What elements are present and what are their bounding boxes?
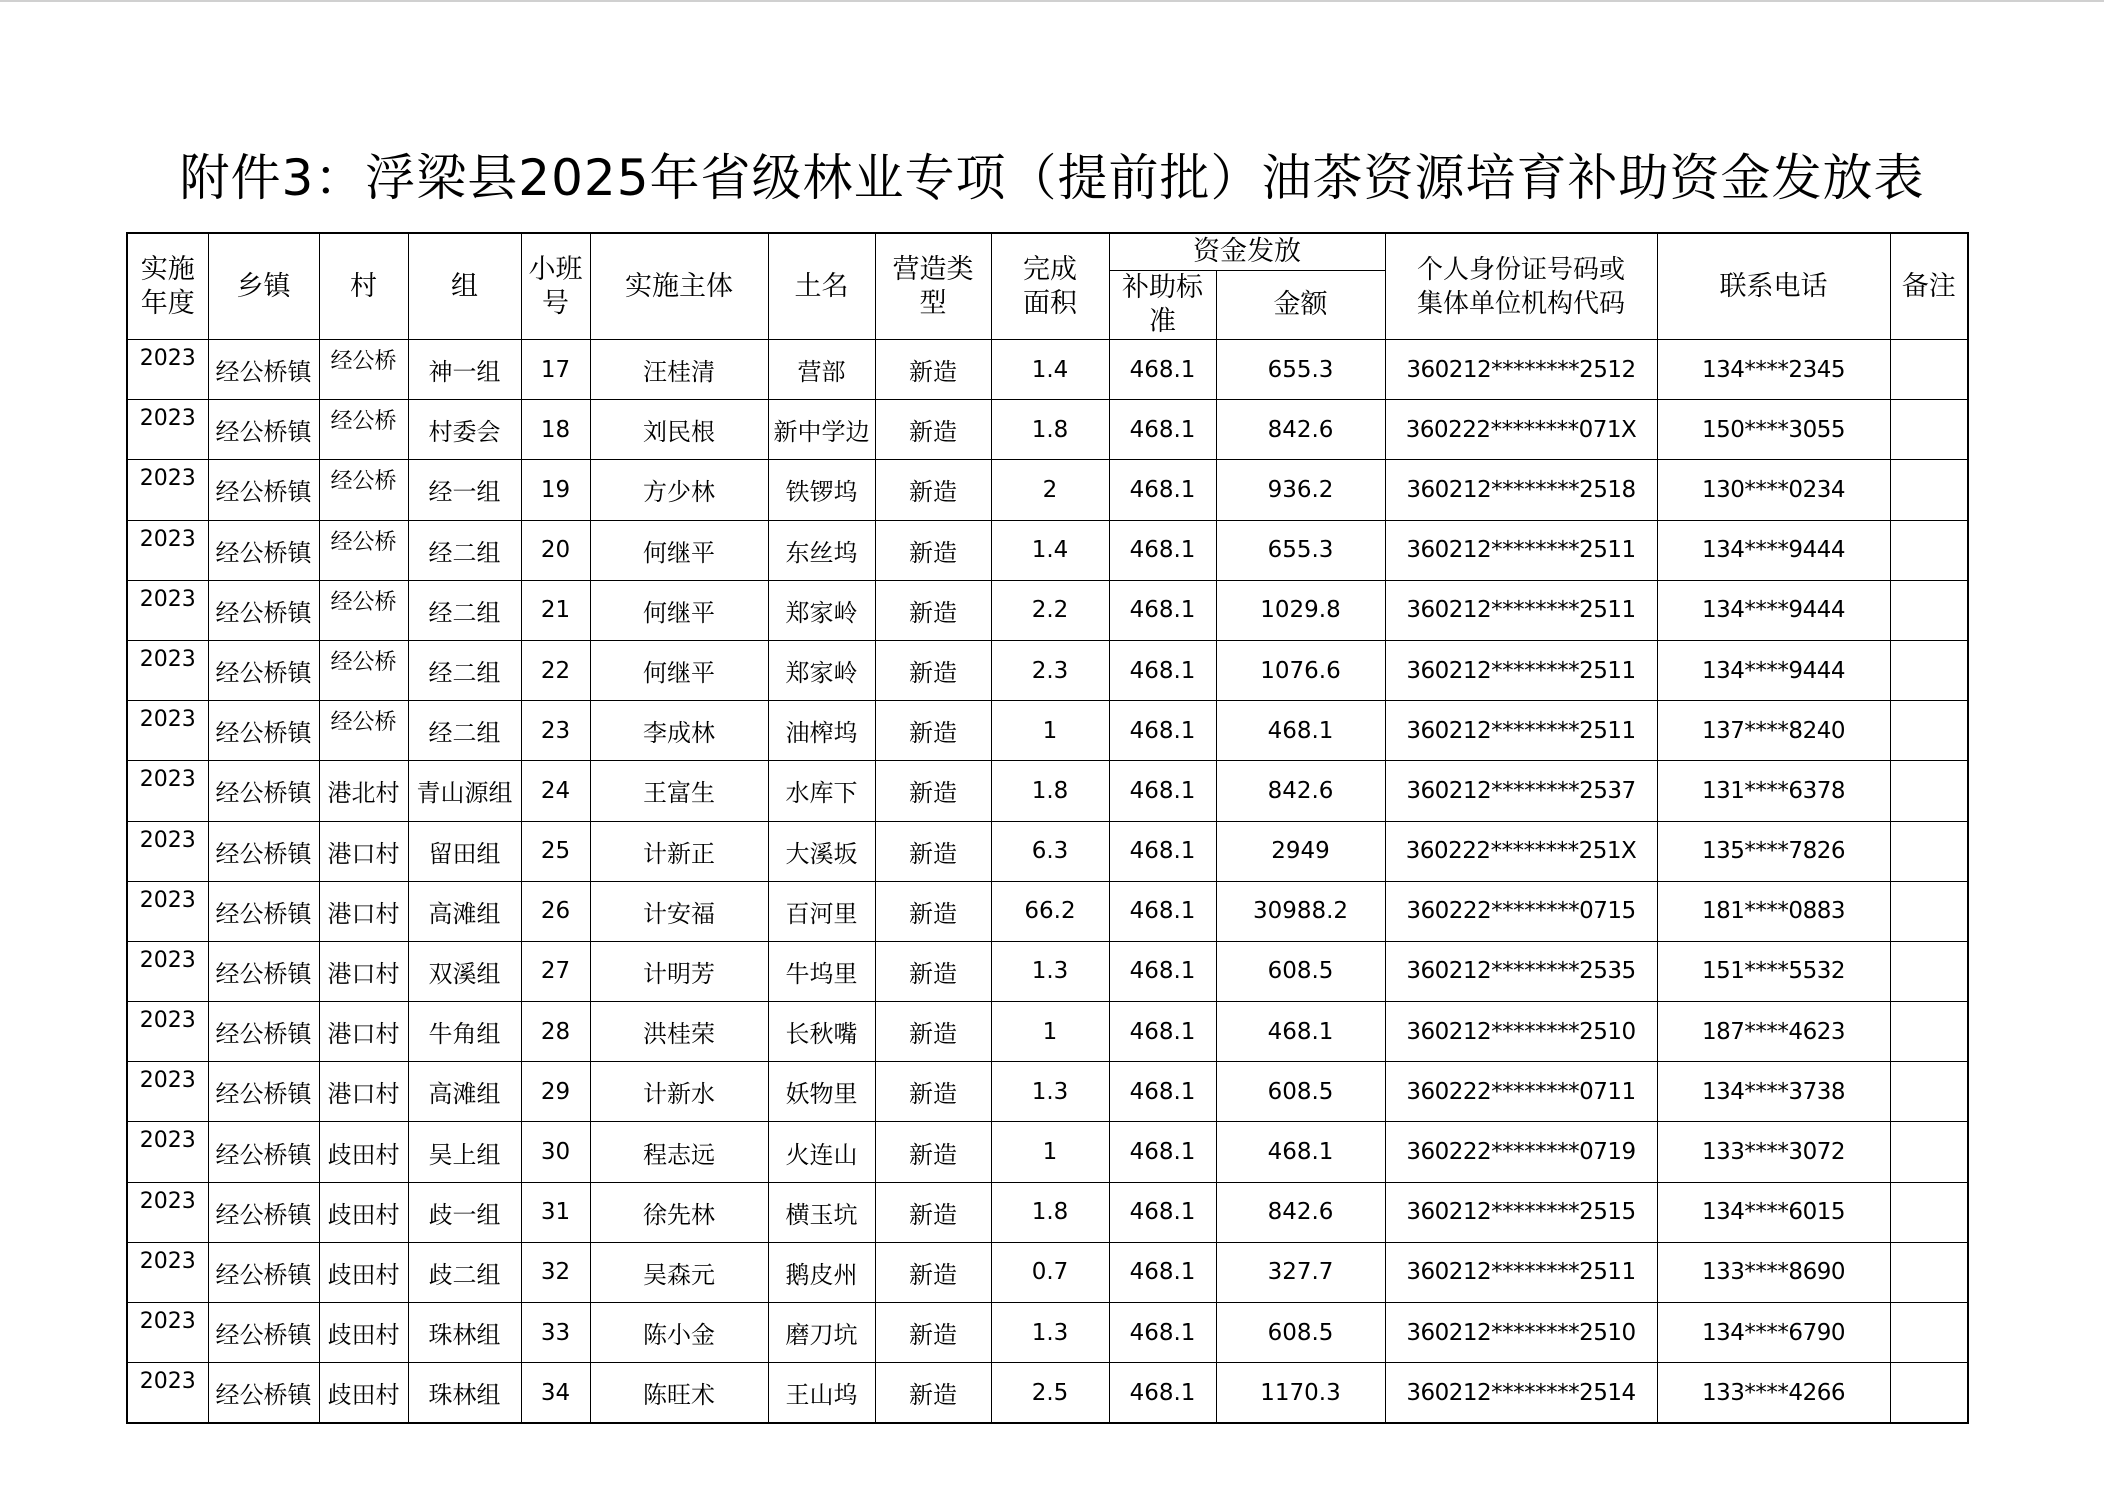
cell-year: 2023 <box>127 400 208 460</box>
cell-subject: 何继平 <box>590 640 768 700</box>
cell-township: 经公桥镇 <box>208 1062 319 1122</box>
cell-type: 新造 <box>875 1242 991 1302</box>
cell-township: 经公桥镇 <box>208 821 319 881</box>
cell-amount: 1170.3 <box>1216 1363 1385 1424</box>
cell-township: 经公桥镇 <box>208 460 319 520</box>
table-row <box>127 821 1968 881</box>
cell-village: 港北村 <box>319 761 408 821</box>
table-body <box>127 340 1968 1424</box>
cell-remark <box>1890 640 1968 700</box>
cell-place: 百河里 <box>768 881 875 941</box>
cell-phone: 134****9444 <box>1657 640 1890 700</box>
cell-place: 营部 <box>768 340 875 400</box>
cell-plot-no: 32 <box>521 1242 590 1302</box>
cell-type: 新造 <box>875 701 991 761</box>
cell-plot-no: 25 <box>521 821 590 881</box>
cell-area: 2 <box>991 460 1109 520</box>
cell-village: 经公桥 <box>319 340 408 400</box>
cell-year: 2023 <box>127 1303 208 1363</box>
cell-remark <box>1890 580 1968 640</box>
cell-plot-no: 18 <box>521 400 590 460</box>
cell-amount: 842.6 <box>1216 1182 1385 1242</box>
cell-id-code: 360212********2535 <box>1385 941 1657 1001</box>
cell-village: 经公桥 <box>319 520 408 580</box>
cell-township: 经公桥镇 <box>208 400 319 460</box>
table-row <box>127 701 1968 761</box>
cell-village: 经公桥 <box>319 580 408 640</box>
cell-area: 2.2 <box>991 580 1109 640</box>
cell-group: 珠林组 <box>408 1303 521 1363</box>
cell-place: 铁锣坞 <box>768 460 875 520</box>
cell-group: 歧二组 <box>408 1242 521 1302</box>
cell-area: 66.2 <box>991 881 1109 941</box>
cell-township: 经公桥镇 <box>208 1303 319 1363</box>
cell-phone: 134****6015 <box>1657 1182 1890 1242</box>
cell-id-code: 360222********0715 <box>1385 881 1657 941</box>
cell-group: 高滩组 <box>408 1062 521 1122</box>
cell-phone: 181****0883 <box>1657 881 1890 941</box>
cell-subject: 何继平 <box>590 580 768 640</box>
cell-year: 2023 <box>127 640 208 700</box>
cell-plot-no: 26 <box>521 881 590 941</box>
cell-area: 1 <box>991 701 1109 761</box>
page-top-border <box>0 0 2104 2</box>
cell-year: 2023 <box>127 701 208 761</box>
cell-group: 留田组 <box>408 821 521 881</box>
cell-id-code: 360222********071X <box>1385 400 1657 460</box>
cell-phone: 133****3072 <box>1657 1122 1890 1182</box>
cell-type: 新造 <box>875 460 991 520</box>
cell-plot-no: 17 <box>521 340 590 400</box>
cell-group: 村委会 <box>408 400 521 460</box>
cell-amount: 327.7 <box>1216 1242 1385 1302</box>
cell-phone: 134****9444 <box>1657 520 1890 580</box>
cell-phone: 151****5532 <box>1657 941 1890 1001</box>
table-row <box>127 941 1968 1001</box>
cell-year: 2023 <box>127 460 208 520</box>
cell-group: 经一组 <box>408 460 521 520</box>
cell-standard: 468.1 <box>1109 400 1216 460</box>
cell-remark <box>1890 701 1968 761</box>
cell-year: 2023 <box>127 821 208 881</box>
cell-year: 2023 <box>127 340 208 400</box>
cell-subject: 汪桂清 <box>590 340 768 400</box>
cell-place: 牛坞里 <box>768 941 875 1001</box>
cell-area: 1.3 <box>991 941 1109 1001</box>
cell-id-code: 360222********0711 <box>1385 1062 1657 1122</box>
header-place: 土名 <box>768 233 875 340</box>
cell-place: 长秋嘴 <box>768 1002 875 1062</box>
cell-id-code: 360212********2510 <box>1385 1303 1657 1363</box>
cell-group: 经二组 <box>408 640 521 700</box>
cell-place: 鹅皮州 <box>768 1242 875 1302</box>
cell-phone: 134****2345 <box>1657 340 1890 400</box>
cell-township: 经公桥镇 <box>208 1182 319 1242</box>
cell-id-code: 360212********2510 <box>1385 1002 1657 1062</box>
cell-standard: 468.1 <box>1109 1363 1216 1424</box>
cell-id-code: 360212********2518 <box>1385 460 1657 520</box>
cell-remark <box>1890 1002 1968 1062</box>
cell-standard: 468.1 <box>1109 1242 1216 1302</box>
cell-place: 横玉坑 <box>768 1182 875 1242</box>
cell-year: 2023 <box>127 1363 208 1424</box>
cell-id-code: 360212********2512 <box>1385 340 1657 400</box>
cell-amount: 468.1 <box>1216 1122 1385 1182</box>
cell-subject: 何继平 <box>590 520 768 580</box>
cell-type: 新造 <box>875 761 991 821</box>
cell-remark <box>1890 340 1968 400</box>
cell-standard: 468.1 <box>1109 520 1216 580</box>
cell-group: 吴上组 <box>408 1122 521 1182</box>
cell-township: 经公桥镇 <box>208 941 319 1001</box>
table-header <box>127 233 1968 340</box>
cell-subject: 王富生 <box>590 761 768 821</box>
header-amount: 金额 <box>1216 271 1385 340</box>
cell-subject: 徐先林 <box>590 1182 768 1242</box>
table-row <box>127 1062 1968 1122</box>
cell-area: 1.3 <box>991 1062 1109 1122</box>
cell-remark <box>1890 400 1968 460</box>
cell-standard: 468.1 <box>1109 1122 1216 1182</box>
cell-group: 珠林组 <box>408 1363 521 1424</box>
cell-year: 2023 <box>127 1062 208 1122</box>
cell-amount: 468.1 <box>1216 1002 1385 1062</box>
cell-subject: 陈小金 <box>590 1303 768 1363</box>
cell-standard: 468.1 <box>1109 640 1216 700</box>
cell-area: 1.4 <box>991 340 1109 400</box>
cell-village: 经公桥 <box>319 701 408 761</box>
cell-type: 新造 <box>875 580 991 640</box>
cell-remark <box>1890 520 1968 580</box>
cell-place: 妖物里 <box>768 1062 875 1122</box>
cell-id-code: 360212********2511 <box>1385 640 1657 700</box>
cell-amount: 30988.2 <box>1216 881 1385 941</box>
cell-standard: 468.1 <box>1109 1303 1216 1363</box>
cell-id-code: 360212********2511 <box>1385 701 1657 761</box>
cell-standard: 468.1 <box>1109 761 1216 821</box>
cell-group: 歧一组 <box>408 1182 521 1242</box>
cell-amount: 2949 <box>1216 821 1385 881</box>
cell-id-code: 360212********2511 <box>1385 1242 1657 1302</box>
cell-plot-no: 30 <box>521 1122 590 1182</box>
cell-type: 新造 <box>875 520 991 580</box>
cell-subject: 吴森元 <box>590 1242 768 1302</box>
cell-subject: 计新正 <box>590 821 768 881</box>
cell-village: 港口村 <box>319 1002 408 1062</box>
header-plot-no <box>521 233 590 340</box>
cell-remark <box>1890 1182 1968 1242</box>
header-area-text: 完成 面积 <box>1023 253 1077 319</box>
cell-standard: 468.1 <box>1109 821 1216 881</box>
cell-township: 经公桥镇 <box>208 701 319 761</box>
cell-phone: 134****3738 <box>1657 1062 1890 1122</box>
cell-township: 经公桥镇 <box>208 580 319 640</box>
cell-village: 港口村 <box>319 941 408 1001</box>
cell-plot-no: 24 <box>521 761 590 821</box>
cell-type: 新造 <box>875 1062 991 1122</box>
cell-year: 2023 <box>127 520 208 580</box>
header-standard-text: 补助标 准 <box>1122 272 1203 337</box>
cell-place: 磨刀坑 <box>768 1303 875 1363</box>
cell-remark <box>1890 1363 1968 1424</box>
header-township: 乡镇 <box>208 233 319 340</box>
cell-village: 歧田村 <box>319 1242 408 1302</box>
cell-year: 2023 <box>127 881 208 941</box>
cell-standard: 468.1 <box>1109 701 1216 761</box>
cell-plot-no: 33 <box>521 1303 590 1363</box>
cell-village: 港口村 <box>319 1062 408 1122</box>
cell-place: 郑家岭 <box>768 640 875 700</box>
cell-id-code: 360212********2511 <box>1385 580 1657 640</box>
table-row <box>127 460 1968 520</box>
cell-place: 郑家岭 <box>768 580 875 640</box>
cell-subject: 李成林 <box>590 701 768 761</box>
cell-type: 新造 <box>875 1002 991 1062</box>
cell-place: 油榨坞 <box>768 701 875 761</box>
cell-area: 1.8 <box>991 1182 1109 1242</box>
header-funding: 资金发放 <box>1109 233 1385 271</box>
cell-id-code: 360212********2515 <box>1385 1182 1657 1242</box>
cell-group: 高滩组 <box>408 881 521 941</box>
cell-group: 神一组 <box>408 340 521 400</box>
subsidy-table <box>126 232 1969 1424</box>
table-row <box>127 1182 1968 1242</box>
cell-area: 1 <box>991 1002 1109 1062</box>
cell-plot-no: 31 <box>521 1182 590 1242</box>
cell-area: 1.3 <box>991 1303 1109 1363</box>
cell-id-code: 360222********251X <box>1385 821 1657 881</box>
cell-standard: 468.1 <box>1109 460 1216 520</box>
header-group: 组 <box>408 233 521 340</box>
table-row <box>127 1363 1968 1424</box>
cell-amount: 936.2 <box>1216 460 1385 520</box>
cell-plot-no: 28 <box>521 1002 590 1062</box>
cell-type: 新造 <box>875 1303 991 1363</box>
cell-remark <box>1890 1122 1968 1182</box>
header-plot-no-text: 小班 号 <box>528 253 583 319</box>
cell-year: 2023 <box>127 1242 208 1302</box>
cell-plot-no: 34 <box>521 1363 590 1424</box>
cell-remark <box>1890 460 1968 520</box>
cell-area: 1 <box>991 1122 1109 1182</box>
table-row <box>127 340 1968 400</box>
cell-group: 经二组 <box>408 520 521 580</box>
cell-phone: 187****4623 <box>1657 1002 1890 1062</box>
table-row <box>127 1002 1968 1062</box>
cell-area: 2.3 <box>991 640 1109 700</box>
cell-type: 新造 <box>875 941 991 1001</box>
cell-amount: 608.5 <box>1216 1062 1385 1122</box>
cell-village: 歧田村 <box>319 1303 408 1363</box>
cell-place: 王山坞 <box>768 1363 875 1424</box>
cell-group: 双溪组 <box>408 941 521 1001</box>
cell-standard: 468.1 <box>1109 881 1216 941</box>
table-row <box>127 400 1968 460</box>
table-row <box>127 1303 1968 1363</box>
cell-plot-no: 29 <box>521 1062 590 1122</box>
table-row <box>127 580 1968 640</box>
cell-village: 歧田村 <box>319 1122 408 1182</box>
cell-amount: 608.5 <box>1216 1303 1385 1363</box>
header-type <box>875 233 991 340</box>
cell-type: 新造 <box>875 340 991 400</box>
cell-amount: 655.3 <box>1216 520 1385 580</box>
cell-place: 大溪坂 <box>768 821 875 881</box>
cell-township: 经公桥镇 <box>208 640 319 700</box>
header-area <box>991 233 1109 340</box>
cell-amount: 842.6 <box>1216 761 1385 821</box>
cell-type: 新造 <box>875 821 991 881</box>
cell-subject: 计安福 <box>590 881 768 941</box>
cell-phone: 137****8240 <box>1657 701 1890 761</box>
cell-area: 1.8 <box>991 400 1109 460</box>
cell-subject: 计明芳 <box>590 941 768 1001</box>
cell-plot-no: 22 <box>521 640 590 700</box>
cell-subject: 计新水 <box>590 1062 768 1122</box>
cell-amount: 1076.6 <box>1216 640 1385 700</box>
cell-remark <box>1890 881 1968 941</box>
table-row <box>127 1122 1968 1182</box>
cell-area: 6.3 <box>991 821 1109 881</box>
cell-place: 火连山 <box>768 1122 875 1182</box>
table-row <box>127 520 1968 580</box>
cell-type: 新造 <box>875 1363 991 1424</box>
cell-phone: 133****8690 <box>1657 1242 1890 1302</box>
cell-subject: 方少林 <box>590 460 768 520</box>
cell-village: 歧田村 <box>319 1182 408 1242</box>
cell-standard: 468.1 <box>1109 580 1216 640</box>
cell-area: 2.5 <box>991 1363 1109 1424</box>
cell-village: 港口村 <box>319 821 408 881</box>
cell-phone: 130****0234 <box>1657 460 1890 520</box>
cell-type: 新造 <box>875 1182 991 1242</box>
header-subject: 实施主体 <box>590 233 768 340</box>
header-standard <box>1109 271 1216 340</box>
cell-village: 经公桥 <box>319 640 408 700</box>
header-year <box>127 233 208 340</box>
cell-year: 2023 <box>127 1002 208 1062</box>
cell-township: 经公桥镇 <box>208 1363 319 1424</box>
cell-remark <box>1890 1242 1968 1302</box>
table-row <box>127 1242 1968 1302</box>
table-row <box>127 640 1968 700</box>
header-id-code <box>1385 233 1657 340</box>
cell-amount: 608.5 <box>1216 941 1385 1001</box>
cell-year: 2023 <box>127 1122 208 1182</box>
cell-remark <box>1890 941 1968 1001</box>
cell-year: 2023 <box>127 941 208 1001</box>
cell-type: 新造 <box>875 1122 991 1182</box>
cell-remark <box>1890 1062 1968 1122</box>
cell-standard: 468.1 <box>1109 1062 1216 1122</box>
cell-phone: 134****6790 <box>1657 1303 1890 1363</box>
cell-village: 经公桥 <box>319 400 408 460</box>
cell-id-code: 360212********2514 <box>1385 1363 1657 1424</box>
cell-phone: 131****6378 <box>1657 761 1890 821</box>
cell-township: 经公桥镇 <box>208 761 319 821</box>
cell-group: 牛角组 <box>408 1002 521 1062</box>
cell-village: 歧田村 <box>319 1363 408 1424</box>
cell-type: 新造 <box>875 400 991 460</box>
cell-area: 1.4 <box>991 520 1109 580</box>
cell-plot-no: 27 <box>521 941 590 1001</box>
cell-township: 经公桥镇 <box>208 881 319 941</box>
cell-subject: 程志远 <box>590 1122 768 1182</box>
cell-subject: 刘民根 <box>590 400 768 460</box>
cell-year: 2023 <box>127 1182 208 1242</box>
cell-amount: 468.1 <box>1216 701 1385 761</box>
table-row <box>127 761 1968 821</box>
cell-village: 经公桥 <box>319 460 408 520</box>
cell-place: 新中学边 <box>768 400 875 460</box>
cell-plot-no: 21 <box>521 580 590 640</box>
cell-township: 经公桥镇 <box>208 1242 319 1302</box>
cell-phone: 133****4266 <box>1657 1363 1890 1424</box>
cell-id-code: 360212********2511 <box>1385 520 1657 580</box>
cell-remark <box>1890 761 1968 821</box>
cell-remark <box>1890 821 1968 881</box>
cell-group: 青山源组 <box>408 761 521 821</box>
cell-area: 1.8 <box>991 761 1109 821</box>
document-title: 附件3：浮梁县2025年省级林业专项（提前批）油茶资源培育补助资金发放表 <box>179 149 1925 207</box>
cell-subject: 洪桂荣 <box>590 1002 768 1062</box>
cell-plot-no: 19 <box>521 460 590 520</box>
cell-phone: 150****3055 <box>1657 400 1890 460</box>
cell-township: 经公桥镇 <box>208 1122 319 1182</box>
cell-type: 新造 <box>875 640 991 700</box>
cell-remark <box>1890 1303 1968 1363</box>
cell-group: 经二组 <box>408 580 521 640</box>
cell-id-code: 360222********0719 <box>1385 1122 1657 1182</box>
header-phone: 联系电话 <box>1657 233 1890 340</box>
cell-amount: 842.6 <box>1216 400 1385 460</box>
cell-township: 经公桥镇 <box>208 340 319 400</box>
cell-standard: 468.1 <box>1109 340 1216 400</box>
table-row <box>127 881 1968 941</box>
cell-standard: 468.1 <box>1109 941 1216 1001</box>
cell-place: 东丝坞 <box>768 520 875 580</box>
cell-id-code: 360212********2537 <box>1385 761 1657 821</box>
cell-amount: 1029.8 <box>1216 580 1385 640</box>
cell-standard: 468.1 <box>1109 1182 1216 1242</box>
cell-village: 港口村 <box>319 881 408 941</box>
header-id-code-text: 个人身份证号码或 集体单位机构代码 <box>1416 254 1625 319</box>
cell-amount: 655.3 <box>1216 340 1385 400</box>
cell-area: 0.7 <box>991 1242 1109 1302</box>
header-type-text: 营造类 型 <box>892 253 974 319</box>
cell-place: 水库下 <box>768 761 875 821</box>
cell-phone: 134****9444 <box>1657 580 1890 640</box>
cell-plot-no: 23 <box>521 701 590 761</box>
cell-township: 经公桥镇 <box>208 520 319 580</box>
cell-standard: 468.1 <box>1109 1002 1216 1062</box>
header-remark: 备注 <box>1890 233 1968 340</box>
cell-year: 2023 <box>127 761 208 821</box>
cell-plot-no: 20 <box>521 520 590 580</box>
cell-year: 2023 <box>127 580 208 640</box>
cell-subject: 陈旺术 <box>590 1363 768 1424</box>
header-year-text: 实施 年度 <box>140 253 195 319</box>
cell-township: 经公桥镇 <box>208 1002 319 1062</box>
cell-phone: 135****7826 <box>1657 821 1890 881</box>
cell-group: 经二组 <box>408 701 521 761</box>
cell-type: 新造 <box>875 881 991 941</box>
header-village: 村 <box>319 233 408 340</box>
